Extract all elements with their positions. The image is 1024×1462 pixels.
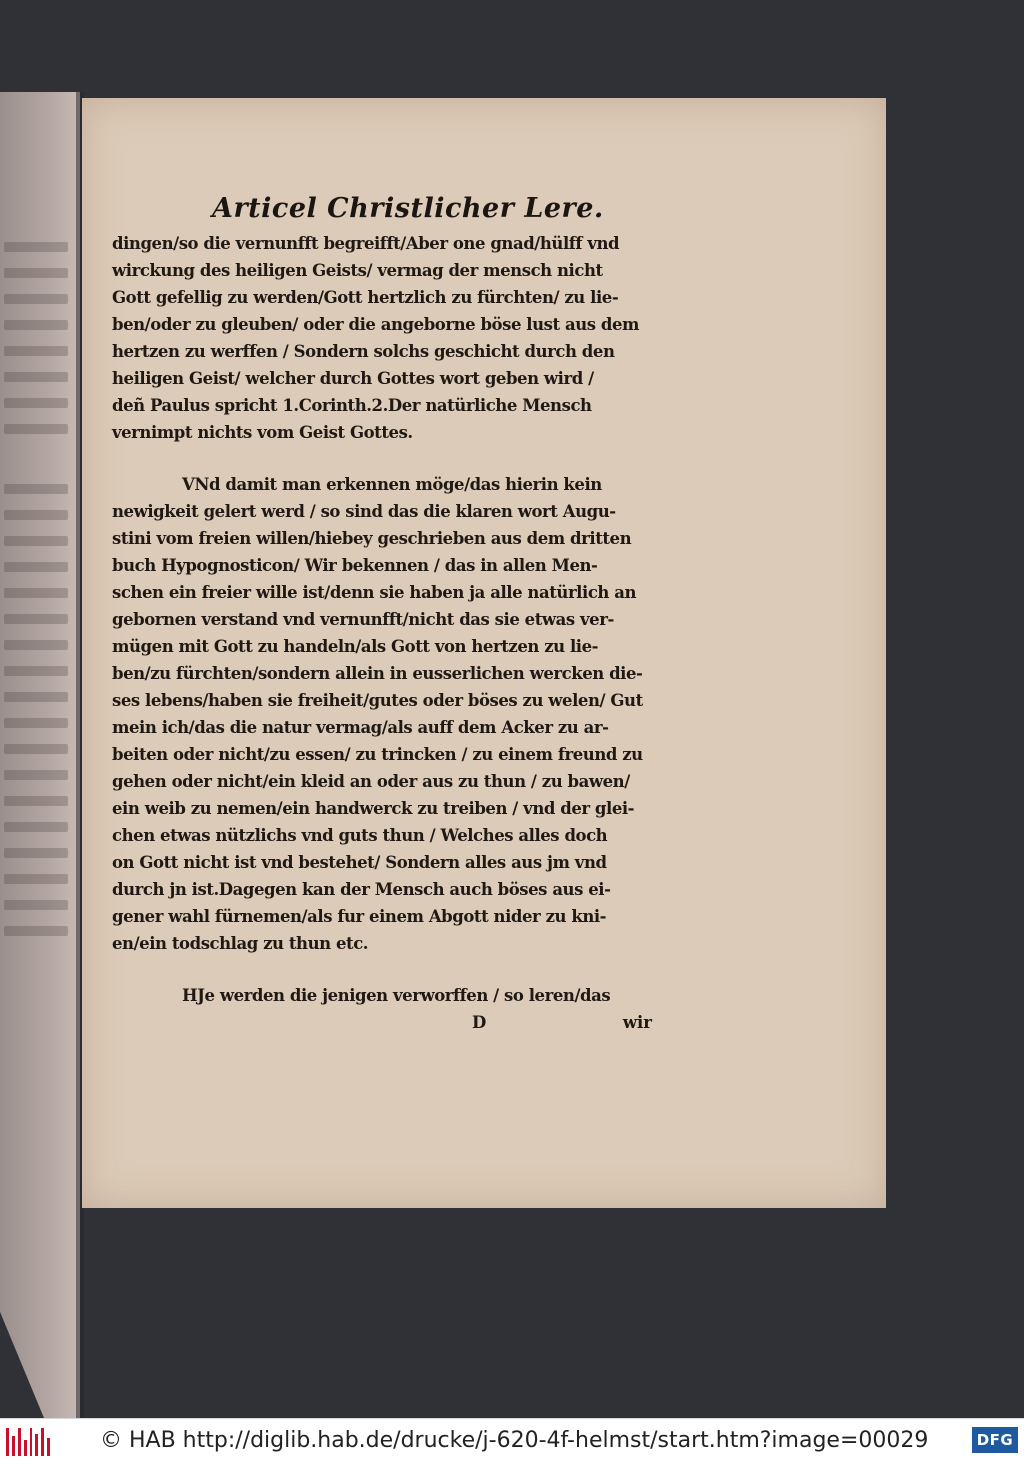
catchword: wir [622, 1013, 652, 1032]
text-line: durch jn ist.Dagegen kan der Mensch auch böses aus ei- [112, 880, 611, 899]
text-line: Gott gefellig zu werden/Gott hertzlich zu fürchten/ zu lie- [112, 288, 619, 307]
book-page [82, 98, 886, 1208]
text-line: dingen/so die vernunfft begreifft/Aber one gnad/hülff vnd [112, 234, 620, 253]
text-line: ein weib zu nemen/ein handwerck zu treiben / vnd der glei- [112, 799, 635, 818]
text-line: VNd damit man erkennen möge/das hierin kein [182, 475, 602, 494]
running-head: Articel Christlicher Lere. [212, 193, 604, 224]
text-line: beiten oder nicht/zu essen/ zu trincken / zu einem freund zu [112, 745, 643, 764]
dfg-logo-icon[interactable]: DFG [972, 1427, 1018, 1453]
text-line: en/ein todschlag zu thun etc. [112, 934, 369, 953]
page-footer-marks [112, 1009, 652, 1036]
copyright-url[interactable]: © HAB http://diglib.hab.de/drucke/j-620-4f-helmst/start.htm?image=00029 [100, 1428, 929, 1453]
text-line: buch Hypognosticon/ Wir bekennen / das in allen Men- [112, 556, 598, 575]
paragraph-spacer [112, 957, 652, 982]
paragraph-1 [112, 230, 652, 446]
paragraph-2 [112, 471, 652, 957]
text-line: stini vom freien willen/hiebey geschrieben aus dem dritten [112, 529, 632, 548]
text-line: ben/zu fürchten/sondern allein in eusserlichen wercken die- [112, 664, 643, 683]
text-line: deñ Paulus spricht 1.Corinth.2.Der natürliche Mensch [112, 396, 592, 415]
paragraph-3 [112, 982, 652, 1009]
hab-barcode-icon[interactable] [6, 1426, 50, 1456]
text-line: mein ich/das die natur vermag/als auff dem Acker zu ar- [112, 718, 609, 737]
text-line: schen ein freier wille ist/denn sie haben ja alle natürlich an [112, 583, 637, 602]
text-line: mügen mit Gott zu handeln/als Gott von hertzen zu lie- [112, 637, 599, 656]
text-line: gebornen verstand vnd vernunfft/nicht das sie etwas ver- [112, 610, 614, 629]
text-line: HJe werden die jenigen verworffen / so leren/das [182, 986, 611, 1005]
text-line: wirckung des heiligen Geists/ vermag der mensch nicht [112, 261, 603, 280]
text-line: hertzen zu werffen / Sondern solchs geschicht durch den [112, 342, 615, 361]
text-line: heiligen Geist/ welcher durch Gottes wort geben wird / [112, 369, 594, 388]
text-line: ses lebens/haben sie freiheit/gutes oder böses zu welen/ Gut [112, 691, 643, 710]
text-line: gehen oder nicht/ein kleid an oder aus zu thun / zu bawen/ [112, 772, 630, 791]
viewer-footer [0, 1418, 1024, 1462]
text-line: on Gott nicht ist vnd bestehet/ Sondern alles aus jm vnd [112, 853, 607, 872]
text-line: gener wahl fürnemen/als fur einem Abgott nider zu kni- [112, 907, 607, 926]
paragraph-spacer [112, 446, 652, 471]
text-line: ben/oder zu gleuben/ oder die angeborne böse lust aus dem [112, 315, 640, 334]
signature-mark: D [472, 1013, 487, 1032]
facing-page-edge [0, 92, 80, 1418]
text-line: newigkeit gelert werd / so sind das die klaren wort Augu- [112, 502, 616, 521]
text-line: vernimpt nichts vom Geist Gottes. [112, 423, 413, 442]
page-body [112, 230, 652, 1036]
text-line: chen etwas nützlichs vnd guts thun / Welches alles doch [112, 826, 608, 845]
